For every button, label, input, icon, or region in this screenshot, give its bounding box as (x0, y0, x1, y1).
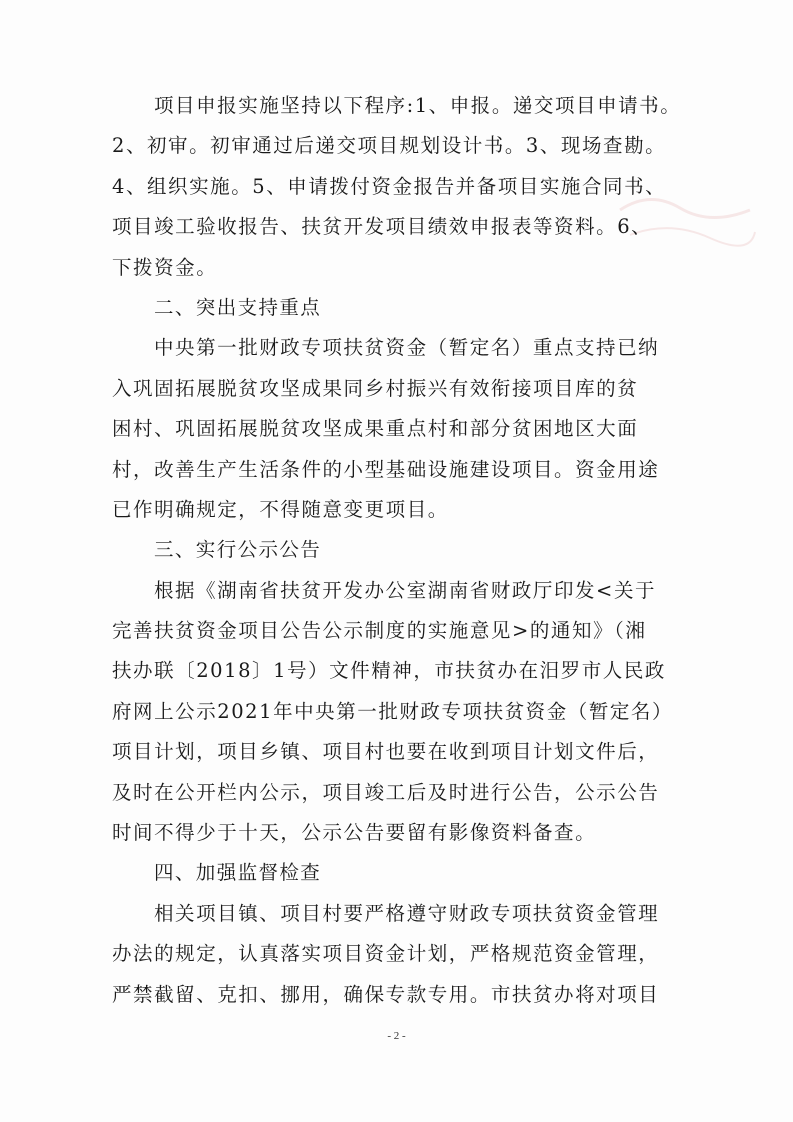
paragraph-line: 办法的规定，认真落实项目资金计划，严格规范资金管理， (112, 942, 660, 966)
paragraph-line: 下拨资金。 (112, 255, 218, 279)
paragraph-line: 完善扶贫资金项目公告公示制度的实施意见>的通知》（湘 (112, 619, 647, 643)
paragraph-line: 2、初审。初审通过后递交项目规划设计书。3、现场查勘。 (112, 134, 667, 158)
page-number: - 2 - (387, 1030, 406, 1042)
paragraph-line: 村，改善生产生活条件的小型基础设施建设项目。资金用途 (112, 457, 660, 481)
paragraph-line: 困村、巩固拓展脱贫攻坚成果重点村和部分贫困地区大面 (112, 417, 639, 441)
paragraph-line: 4、组织实施。5、申请拨付资金报告并备项目实施合同书、 (112, 174, 667, 198)
document-body (112, 86, 682, 1015)
paragraph-line: 时间不得少于十天，公示公告要留有影像资料备查。 (112, 821, 597, 845)
paragraph-line: 中央第一批财政专项扶贫资金（暂定名）重点支持已纳 (154, 336, 660, 360)
paragraph-line: 及时在公开栏内公示，项目竣工后及时进行公告，公示公告 (112, 780, 660, 804)
section-heading-3: 三、实行公示公告 (154, 538, 322, 562)
paragraph-line: 根据《湖南省扶贫开发办公室湖南省财政厅印发<关于 (154, 578, 657, 602)
paragraph-line: 已作明确规定，不得随意变更项目。 (112, 497, 449, 521)
paragraph-line: 项目计划，项目乡镇、项目村也要在收到项目计划文件后， (112, 740, 660, 764)
paragraph-line: 相关项目镇、项目村要严格遵守财政专项扶贫资金管理 (154, 901, 660, 925)
paragraph-line: 严禁截留、克扣、挪用，确保专款专用。市扶贫办将对项目 (112, 982, 660, 1006)
paragraph-line: 入巩固拓展脱贫攻坚成果同乡村振兴有效衔接项目库的贫 (112, 376, 639, 400)
paragraph-line: 项目申报实施坚持以下程序:1、申报。递交项目申请书。 (154, 94, 682, 117)
paragraph-line: 项目竣工验收报告、扶贫开发项目绩效申报表等资料。6、 (112, 215, 653, 239)
section-heading-2: 二、突出支持重点 (154, 295, 322, 319)
paragraph-line: 扶办联〔2018〕1号）文件精神，市扶贫办在汨罗市人民政 (112, 659, 666, 683)
section-heading-4: 四、加强监督检查 (154, 861, 322, 885)
paragraph-line: 府网上公示2021年中央第一批财政专项扶贫资金（暂定名） (112, 699, 674, 723)
